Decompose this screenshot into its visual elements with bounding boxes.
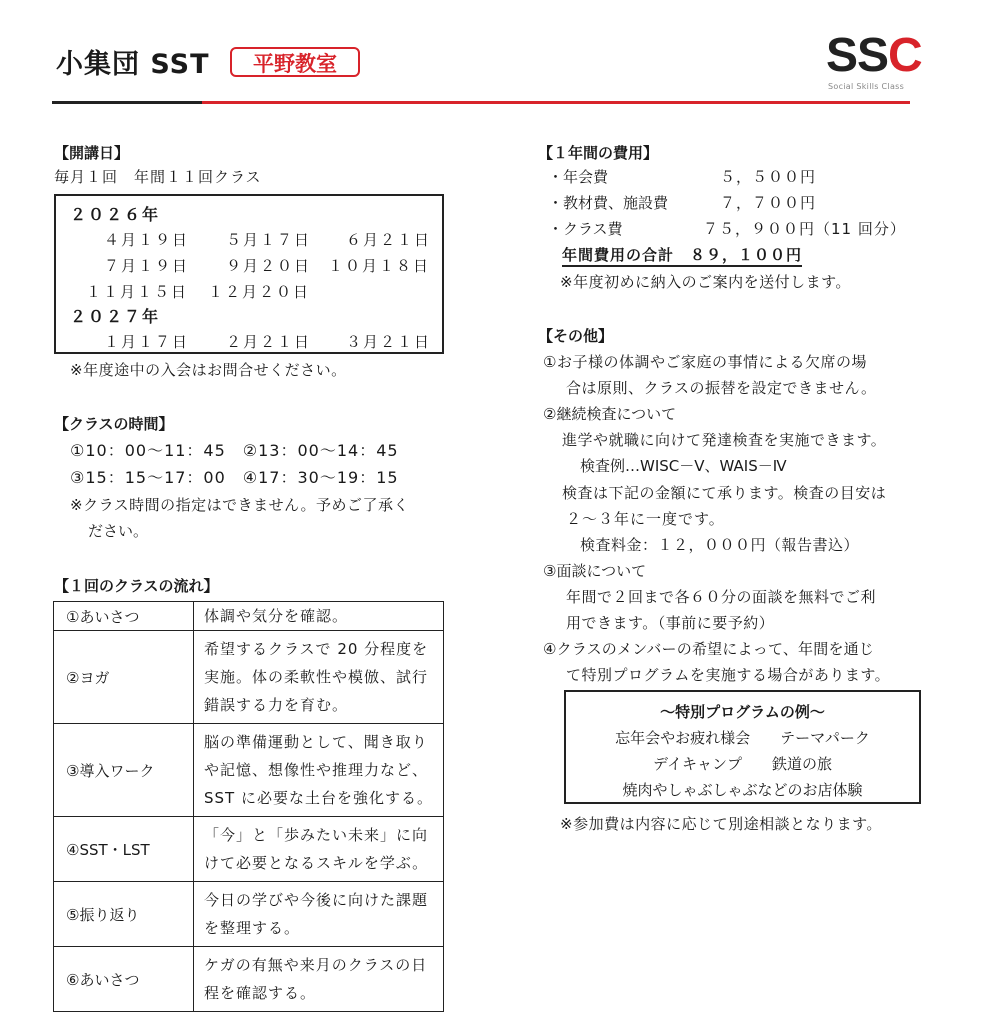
other-line: ④クラスのメンバーの希望によって、年間を通じ	[543, 640, 875, 658]
header-rule-red	[202, 101, 910, 104]
fee-name: ・年会費	[548, 168, 609, 186]
special-program-box	[564, 690, 921, 804]
flow-label: ①あいさつ	[54, 602, 194, 631]
fee-amount: ７５，９００円（11 回分）	[703, 220, 906, 238]
logo-text-c: C	[888, 29, 922, 82]
table-row	[54, 882, 444, 947]
date-cell: ２月２１日	[226, 333, 312, 351]
flow-desc-line: けて必要となるスキルを学ぶ。	[204, 854, 429, 872]
table-row	[54, 724, 444, 817]
flow-desc	[194, 602, 444, 631]
flow-heading: 【１回のクラスの流れ】	[54, 577, 219, 595]
fee-name: ・教材費、施設費	[548, 194, 669, 212]
fees-total	[562, 245, 802, 265]
other-line: 合は原則、クラスの振替を設定できません。	[566, 379, 877, 397]
opening-subtitle: 毎月１回 年間１１回クラス	[54, 168, 262, 186]
flow-table	[53, 601, 444, 1012]
other-line: ②継続検査について	[543, 405, 677, 423]
fees-heading: 【１年間の費用】	[538, 144, 659, 162]
flow-label: ②ヨガ	[54, 631, 194, 724]
flow-desc-line: 実施。体の柔軟性や模倣、試行	[204, 668, 429, 686]
page-title: 小集団 SST	[56, 49, 210, 80]
special-item: 焼肉やしゃぶしゃぶなどのお店体験	[622, 781, 863, 799]
logo-text-ss: SS	[826, 29, 889, 82]
table-row	[54, 947, 444, 1012]
flow-desc	[194, 631, 444, 724]
flow-label: ⑥あいさつ	[54, 947, 194, 1012]
date-cell: １１月１５日	[86, 283, 189, 301]
date-cell: ５月１７日	[226, 231, 312, 249]
table-row	[54, 631, 444, 724]
flow-desc-line: 「今」と「歩みたい未来」に向	[204, 826, 429, 844]
flow-desc-line: 体調や気分を確認。	[204, 607, 349, 625]
flow-desc	[194, 724, 444, 817]
other-line: ①お子様の体調やご家庭の事情による欠席の場	[543, 353, 867, 371]
class-time-heading: 【クラスの時間】	[54, 415, 174, 433]
ssc-logo	[826, 30, 922, 82]
flow-label: ⑤振り返り	[54, 882, 194, 947]
flow-desc-line: や記憶、想像性や推理力など、	[204, 761, 429, 779]
special-title: ～特別プログラムの例～	[660, 703, 825, 721]
fees-note: ※年度初めに納入のご案内を送付します。	[560, 273, 851, 291]
fee-name: ・クラス費	[548, 220, 623, 238]
other-heading: 【その他】	[538, 327, 614, 345]
flow-desc-line: 脳の準備運動として、聞き取り	[204, 733, 428, 751]
header-rule-black	[52, 101, 202, 104]
flow-label: ④SST・LST	[54, 817, 194, 882]
flow-label: ③導入ワーク	[54, 724, 194, 817]
date-cell: １月１７日	[104, 333, 190, 351]
date-cell: ９月２０日	[226, 257, 312, 275]
flow-desc	[194, 817, 444, 882]
date-cell: ６月２１日	[346, 231, 432, 249]
fee-amount: ７，７００円	[720, 194, 817, 212]
schedule-box	[54, 194, 444, 354]
opening-note: ※年度途中の入会はお問合せください。	[70, 361, 347, 379]
special-note: ※参加費は内容に応じて別途相談となります。	[560, 815, 882, 833]
table-row	[54, 602, 444, 631]
date-cell: １０月１８日	[328, 257, 431, 275]
flow-desc-line: 今日の学びや今後に向けた課題	[204, 891, 429, 909]
class-time-note-cont: ださい。	[88, 522, 149, 540]
flow-desc-line: 程を確認する。	[204, 984, 317, 1002]
classroom-badge: 平野教室	[230, 47, 360, 77]
special-item: 忘年会やお疲れ様会 テーマパーク	[615, 729, 870, 747]
table-row	[54, 817, 444, 882]
year-2026: ２０２６年	[70, 205, 161, 224]
date-cell: ３月２１日	[346, 333, 432, 351]
class-time-note: ※クラス時間の指定はできません。予めご了承く	[70, 496, 410, 514]
logo-subtitle: Social Skills Class	[828, 82, 905, 91]
date-cell: ７月１９日	[104, 257, 190, 275]
flow-desc-line: ケガの有無や来月のクラスの日	[204, 956, 428, 974]
other-line: 検査は下記の金額にて承ります。検査の目安は	[562, 484, 887, 502]
other-line: ③面談について	[543, 562, 647, 580]
flow-desc-line: 錯誤する力を育む。	[204, 696, 349, 714]
flow-desc	[194, 947, 444, 1012]
other-line: 検査例…WISC－Ⅴ、WAIS－Ⅳ	[580, 457, 787, 475]
fees-total-text: 年間費用の合計 ８９，１００円	[562, 246, 802, 267]
fee-amount: ５，５００円	[720, 168, 817, 186]
flow-desc	[194, 882, 444, 947]
class-time-row2: ③15：15～17：00 ④17：30～19：15	[70, 468, 399, 487]
special-item: デイキャンプ 鉄道の旅	[653, 755, 832, 773]
class-time-row1: ①10：00～11：45 ②13：00～14：45	[70, 441, 399, 460]
flow-desc-line: を整理する。	[204, 919, 301, 937]
other-line: ２～３年に一度です。	[566, 510, 725, 528]
opening-heading: 【開講日】	[54, 144, 130, 162]
flow-desc-line: 希望するクラスで 20 分程度を	[204, 640, 429, 658]
date-cell: １２月２０日	[208, 283, 311, 301]
other-line: 年間で２回まで各６０分の面談を無料でご利	[566, 588, 877, 606]
year-2027: ２０２７年	[70, 307, 161, 326]
other-line: 用できます。（事前に要予約）	[566, 614, 775, 632]
other-line: て特別プログラムを実施する場合があります。	[566, 666, 891, 684]
date-cell: ４月１９日	[104, 231, 190, 249]
flow-desc-line: SST に必要な土台を強化する。	[204, 789, 433, 807]
other-line: 進学や就職に向けて発達検査を実施できます。	[562, 431, 887, 449]
other-line: 検査料金：１２，０００円（報告書込）	[580, 536, 860, 554]
